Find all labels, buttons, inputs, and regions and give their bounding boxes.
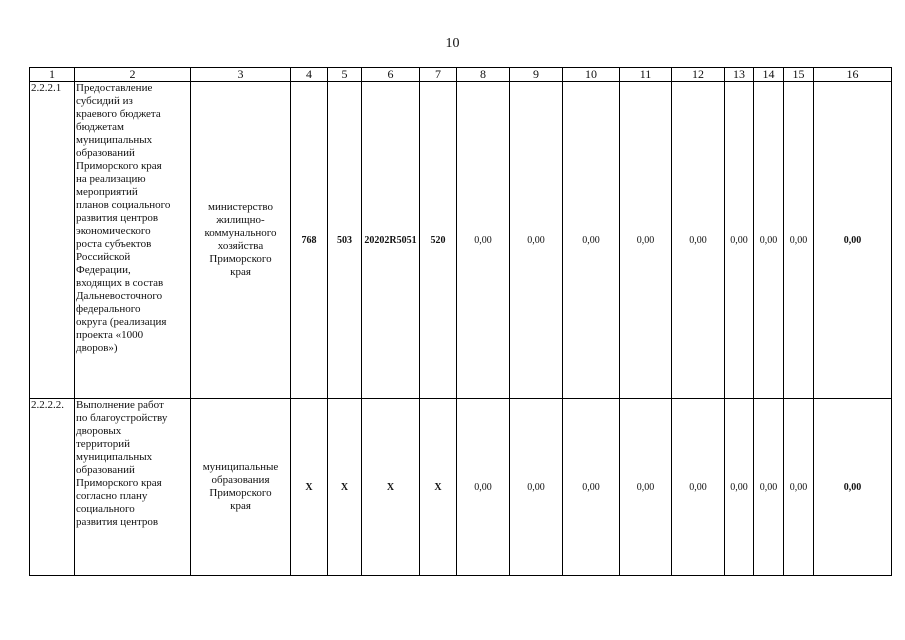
column-header: 10 [563, 68, 620, 82]
executor-line: Приморского [209, 487, 272, 499]
column-header: 16 [814, 68, 892, 82]
cell-15: 0,00 [784, 399, 814, 576]
cell-11: 0,00 [620, 82, 672, 399]
column-header: 5 [328, 68, 362, 82]
executor-line: коммунального [204, 227, 277, 239]
measure-name-line: федерального [76, 303, 141, 315]
measure-name-line: планов социального [76, 199, 171, 211]
measure-name [75, 399, 191, 576]
cell-12: 0,00 [672, 399, 725, 576]
executor-line: жилищно- [216, 214, 265, 226]
executor-line: края [230, 266, 251, 278]
measure-name-line: экономического [76, 225, 151, 237]
cell-7: 520 [420, 82, 457, 399]
executor-line: Приморского [209, 253, 272, 265]
column-header: 15 [784, 68, 814, 82]
measure-name-line: на реализацию [76, 173, 146, 185]
cell-16-total: 0,00 [814, 82, 892, 399]
measure-name-line: Предоставление [76, 82, 153, 94]
measure-name-line: согласно плану [76, 490, 148, 502]
measure-name-line: Приморского края [76, 160, 162, 172]
measure-name-line: округа (реализация [76, 316, 167, 328]
executor [191, 399, 291, 576]
executor-line: муниципальные [202, 461, 279, 473]
cell-10: 0,00 [563, 399, 620, 576]
cell-13: 0,00 [725, 399, 754, 576]
executor-line: министерство [207, 201, 273, 213]
measure-name-line: Выполнение работ [76, 399, 164, 411]
cell-10: 0,00 [563, 82, 620, 399]
cell-12: 0,00 [672, 82, 725, 399]
budget-table [29, 67, 892, 576]
cell-5: Х [328, 399, 362, 576]
executor-line: хозяйства [217, 240, 264, 252]
cell-4: Х [291, 399, 328, 576]
cell-6: 20202R5051 [362, 82, 420, 399]
cell-8: 0,00 [457, 399, 510, 576]
measure-name-line: краевого бюджета [76, 108, 161, 120]
cell-8: 0,00 [457, 82, 510, 399]
cell-7: Х [420, 399, 457, 576]
measure-name-line: образований [76, 147, 135, 159]
cell-15: 0,00 [784, 82, 814, 399]
page-number: 10 [445, 36, 460, 51]
cell-16-total: 0,00 [814, 399, 892, 576]
column-header: 12 [672, 68, 725, 82]
measure-name-line: Дальневосточного [76, 290, 163, 302]
measure-name-line: территорий [76, 438, 131, 450]
measure-name-line: Приморского края [76, 477, 162, 489]
measure-name-line: дворов») [76, 342, 118, 354]
row-number: 2.2.2.2. [30, 399, 75, 576]
measure-name-line: развития центров [76, 516, 159, 528]
measure-name-line: социального [76, 503, 135, 515]
column-header: 7 [420, 68, 457, 82]
column-header: 8 [457, 68, 510, 82]
column-header: 6 [362, 68, 420, 82]
cell-9: 0,00 [510, 82, 563, 399]
column-header: 2 [75, 68, 191, 82]
cell-14: 0,00 [754, 399, 784, 576]
column-header: 4 [291, 68, 328, 82]
table-row [30, 82, 892, 399]
measure-name-line: дворовых [76, 425, 122, 437]
table-row [30, 399, 892, 576]
measure-name-line: развития центров [76, 212, 159, 224]
measure-name-line: роста субъектов [76, 238, 152, 250]
executor [191, 82, 291, 399]
column-header: 9 [510, 68, 563, 82]
measure-name-line: по благоустройству [76, 412, 168, 424]
cell-5: 503 [328, 82, 362, 399]
measure-name-line: субсидий из [76, 95, 133, 107]
measure-name-line: бюджетам [76, 121, 124, 133]
cell-11: 0,00 [620, 399, 672, 576]
measure-name-line: мероприятий [76, 186, 138, 198]
row-number: 2.2.2.1 [30, 82, 75, 399]
measure-name-line: муниципальных [76, 451, 153, 463]
measure-name-line: проекта «1000 [76, 329, 144, 341]
measure-name-line: Российской [76, 251, 131, 263]
column-header: 14 [754, 68, 784, 82]
executor-line: образования [211, 474, 270, 486]
measure-name-line: муниципальных [76, 134, 153, 146]
cell-14: 0,00 [754, 82, 784, 399]
cell-13: 0,00 [725, 82, 754, 399]
measure-name [75, 82, 191, 399]
column-number-row [30, 68, 892, 82]
cell-6: Х [362, 399, 420, 576]
column-header: 3 [191, 68, 291, 82]
cell-9: 0,00 [510, 399, 563, 576]
measure-name-line: образований [76, 464, 135, 476]
column-header: 1 [30, 68, 75, 82]
column-header: 13 [725, 68, 754, 82]
cell-4: 768 [291, 82, 328, 399]
executor-line: края [230, 500, 251, 512]
measure-name-line: Федерации, [76, 264, 131, 276]
column-header: 11 [620, 68, 672, 82]
measure-name-line: входящих в состав [76, 277, 164, 289]
